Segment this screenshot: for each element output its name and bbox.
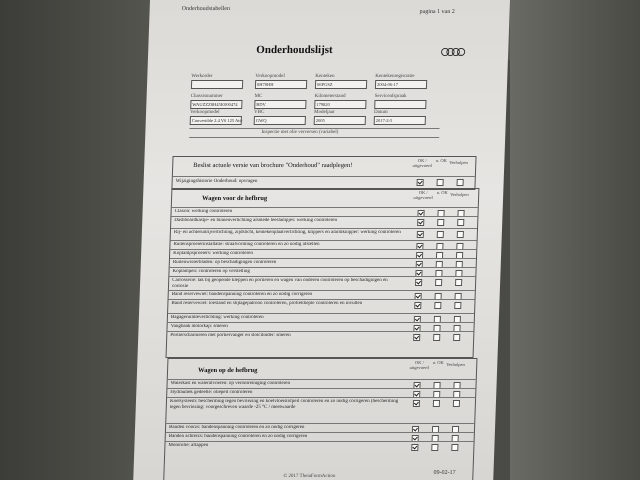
row-label: Bagageruimteverlichting: werking controleren <box>170 315 264 320</box>
row-label: Banden voorzs: bandenspanning controleren en zo nodig corrigeren <box>168 425 305 430</box>
info-value: 2017-2-5 <box>375 118 393 123</box>
section-brochure-title: Beslist actuele versie van brochure "Onderhoud" raadplegen! <box>193 162 353 169</box>
col-fixed: Verholpen <box>449 160 468 165</box>
info-field[interactable] <box>191 80 243 89</box>
section-on-lift-title: Wagen op de hefbrug <box>197 367 258 374</box>
info-label: Kilometerstand <box>314 94 346 99</box>
info-value: 2004-06-17 <box>376 82 399 87</box>
checkbox-not-ok[interactable] <box>437 219 444 226</box>
col-not-ok: n. OK <box>436 190 448 195</box>
info-field[interactable] <box>315 80 367 89</box>
checkbox-ok[interactable] <box>415 279 422 286</box>
col-not-ok: n. OK <box>432 360 444 365</box>
checkbox-ok[interactable] <box>413 400 420 407</box>
section-before-lift <box>165 188 479 358</box>
table-row <box>165 441 473 451</box>
checkbox-not-ok[interactable] <box>435 279 442 286</box>
document-sheet <box>133 0 510 480</box>
info-label: Kentekenregistratie <box>375 74 415 79</box>
info-label: Serviceafspraak <box>374 94 407 99</box>
checkbox-not-ok[interactable] <box>434 302 441 309</box>
checkbox-fixed[interactable] <box>453 400 460 407</box>
checkbox-fixed[interactable] <box>457 231 464 238</box>
footer-center: © 2017 TheiaFormAction <box>283 474 336 479</box>
page-title: Onderhoudslijst <box>256 44 333 56</box>
checkbox-not-ok[interactable] <box>431 444 438 451</box>
info-value: WAUZZZ8H45K000474 <box>192 102 238 107</box>
col-not-ok: n. OK <box>435 158 447 163</box>
info-label: Verkoopmodel <box>189 110 220 115</box>
row-label: Banden achterzs: bandenspanning controleren en zo nodig corrigeren <box>168 434 308 439</box>
info-field[interactable] <box>190 116 242 125</box>
col-ok: OK / uitgevoerd <box>409 360 429 370</box>
info-value: GWQ <box>255 118 267 123</box>
info-label: Modeljaar <box>313 110 335 115</box>
row-label: Motorolie: aftappen <box>168 443 209 448</box>
row-label: Ruitenwisserbladen: op beschadigingen controleren <box>172 260 277 265</box>
header-right: pagina 1 van 2 <box>419 9 455 15</box>
table-row <box>169 276 476 291</box>
table-row <box>166 397 475 424</box>
info-value: 2005 <box>315 118 325 123</box>
row-label: Hydrauliek gedeelte: oliepeil controleren <box>170 390 253 395</box>
row-label: Ruitensproeierinstallatie: straalvorming controleren en zo nodig afstellen <box>173 242 320 247</box>
audi-logo-text: Audi <box>456 53 463 57</box>
info-value: BDV <box>256 102 266 107</box>
info-field[interactable] <box>314 116 366 125</box>
inspection-note: Inspectie met olie verversen (variabel) <box>261 130 339 135</box>
checkbox-fixed[interactable] <box>451 444 458 451</box>
info-field[interactable] <box>374 100 426 109</box>
info-value: 06PGSZ <box>316 82 333 87</box>
checkbox-ok[interactable] <box>417 231 424 238</box>
info-field[interactable] <box>190 100 242 109</box>
col-fixed: Verholpen <box>450 192 469 197</box>
info-field[interactable] <box>255 80 307 89</box>
row-label: Vangbaak motorkap: smeren <box>170 324 228 329</box>
row-label: Carrosserie: lak bij geopende kleppen en portieren en wagen van onderen controleren op beschadigingen en corrosie <box>171 278 388 289</box>
checkbox-fixed[interactable] <box>454 302 461 309</box>
section-brochure <box>171 156 476 190</box>
info-label: VBC <box>253 110 265 115</box>
row-label: Claxon: werking controleren <box>174 209 233 214</box>
info-label: Chassisnummer <box>190 94 223 99</box>
checkbox-fixed[interactable] <box>455 279 462 286</box>
checkbox-ok[interactable] <box>411 444 418 451</box>
footer-date: 09-02-17 <box>433 470 456 476</box>
info-label: MC <box>254 94 263 99</box>
row-label: Waterkast en waterafvoeren: op verontreiniging controleren <box>170 381 291 386</box>
checkbox-not-ok[interactable] <box>437 231 444 238</box>
info-label: Werkorder <box>191 74 213 79</box>
section-before-lift-title: Wagen voor de hefbrug <box>201 195 268 202</box>
checkbox-ok[interactable] <box>417 219 424 226</box>
info-value: 8H70HH <box>256 82 274 87</box>
background-left <box>0 0 150 480</box>
info-label: Datum <box>373 110 388 115</box>
row-label: Rij- en achteruitrijverlichting, zijdslicht, kentekenplaatverlichting, klippers en alarmknipper: werking controleren <box>173 230 401 235</box>
checkbox-ok[interactable] <box>414 302 421 309</box>
checkbox-fixed[interactable] <box>457 179 464 186</box>
row-label: Dashboardkastje- en binnenverlichting alsmede leeslampjes: werking controleren <box>174 218 338 223</box>
info-value: Convertible 2.4 V6 125 Attr <box>191 118 243 123</box>
header-left: Onderhoudstabellen <box>181 6 231 12</box>
background-right <box>510 0 640 480</box>
info-field[interactable] <box>375 80 427 89</box>
info-field[interactable] <box>374 116 426 125</box>
audi-logo <box>440 44 467 62</box>
info-value: 179820 <box>316 102 330 107</box>
col-ok: OK / uitgevoerd <box>412 158 432 168</box>
info-field[interactable] <box>254 116 306 125</box>
checkbox-ok[interactable] <box>417 179 424 186</box>
checkbox-fixed[interactable] <box>457 219 464 226</box>
row-label: Band reservewiel: toestand en slijtagepatroon controleren, profieldiepte controleren en invullen <box>171 301 363 306</box>
checkbox-not-ok[interactable] <box>433 400 440 407</box>
table-row <box>167 331 473 341</box>
row-label: Band reservewiel: bandenspanning controleren en zo nodig corrigeren <box>171 292 313 297</box>
col-ok: OK / uitgevoerd <box>413 190 433 200</box>
info-field[interactable] <box>254 100 306 109</box>
row-label: Wijzigingshistorie Onderhoud: opvragen <box>175 179 258 184</box>
row-label: Koplampsproeiers: werking controleren <box>173 251 253 256</box>
checkbox-fixed[interactable] <box>453 334 460 341</box>
info-field[interactable] <box>314 100 366 109</box>
info-label: Kenteken <box>315 74 335 79</box>
info-label: Verkoopmodel <box>255 74 285 79</box>
checkbox-ok[interactable] <box>413 334 420 341</box>
row-label: Koplampen: controleren op verstelling <box>172 269 250 274</box>
checkbox-not-ok[interactable] <box>437 179 444 186</box>
row-label: Koelsysteem: bescherming tegen bevriezing en koelvloeistofpeil controleren en zo nodig corrigeren (bescherming tegen bevriezing: voorgeschreven waarde -25 °C / meetwaarde <box>169 399 399 410</box>
table-row <box>173 176 475 184</box>
table-row <box>168 299 475 314</box>
checkbox-not-ok[interactable] <box>433 334 440 341</box>
col-fixed: Verholpen <box>446 362 465 367</box>
section-on-lift <box>163 358 477 480</box>
row-label: Portierscharnieren met portiervanger en slotcilinder: smeren <box>170 333 291 338</box>
